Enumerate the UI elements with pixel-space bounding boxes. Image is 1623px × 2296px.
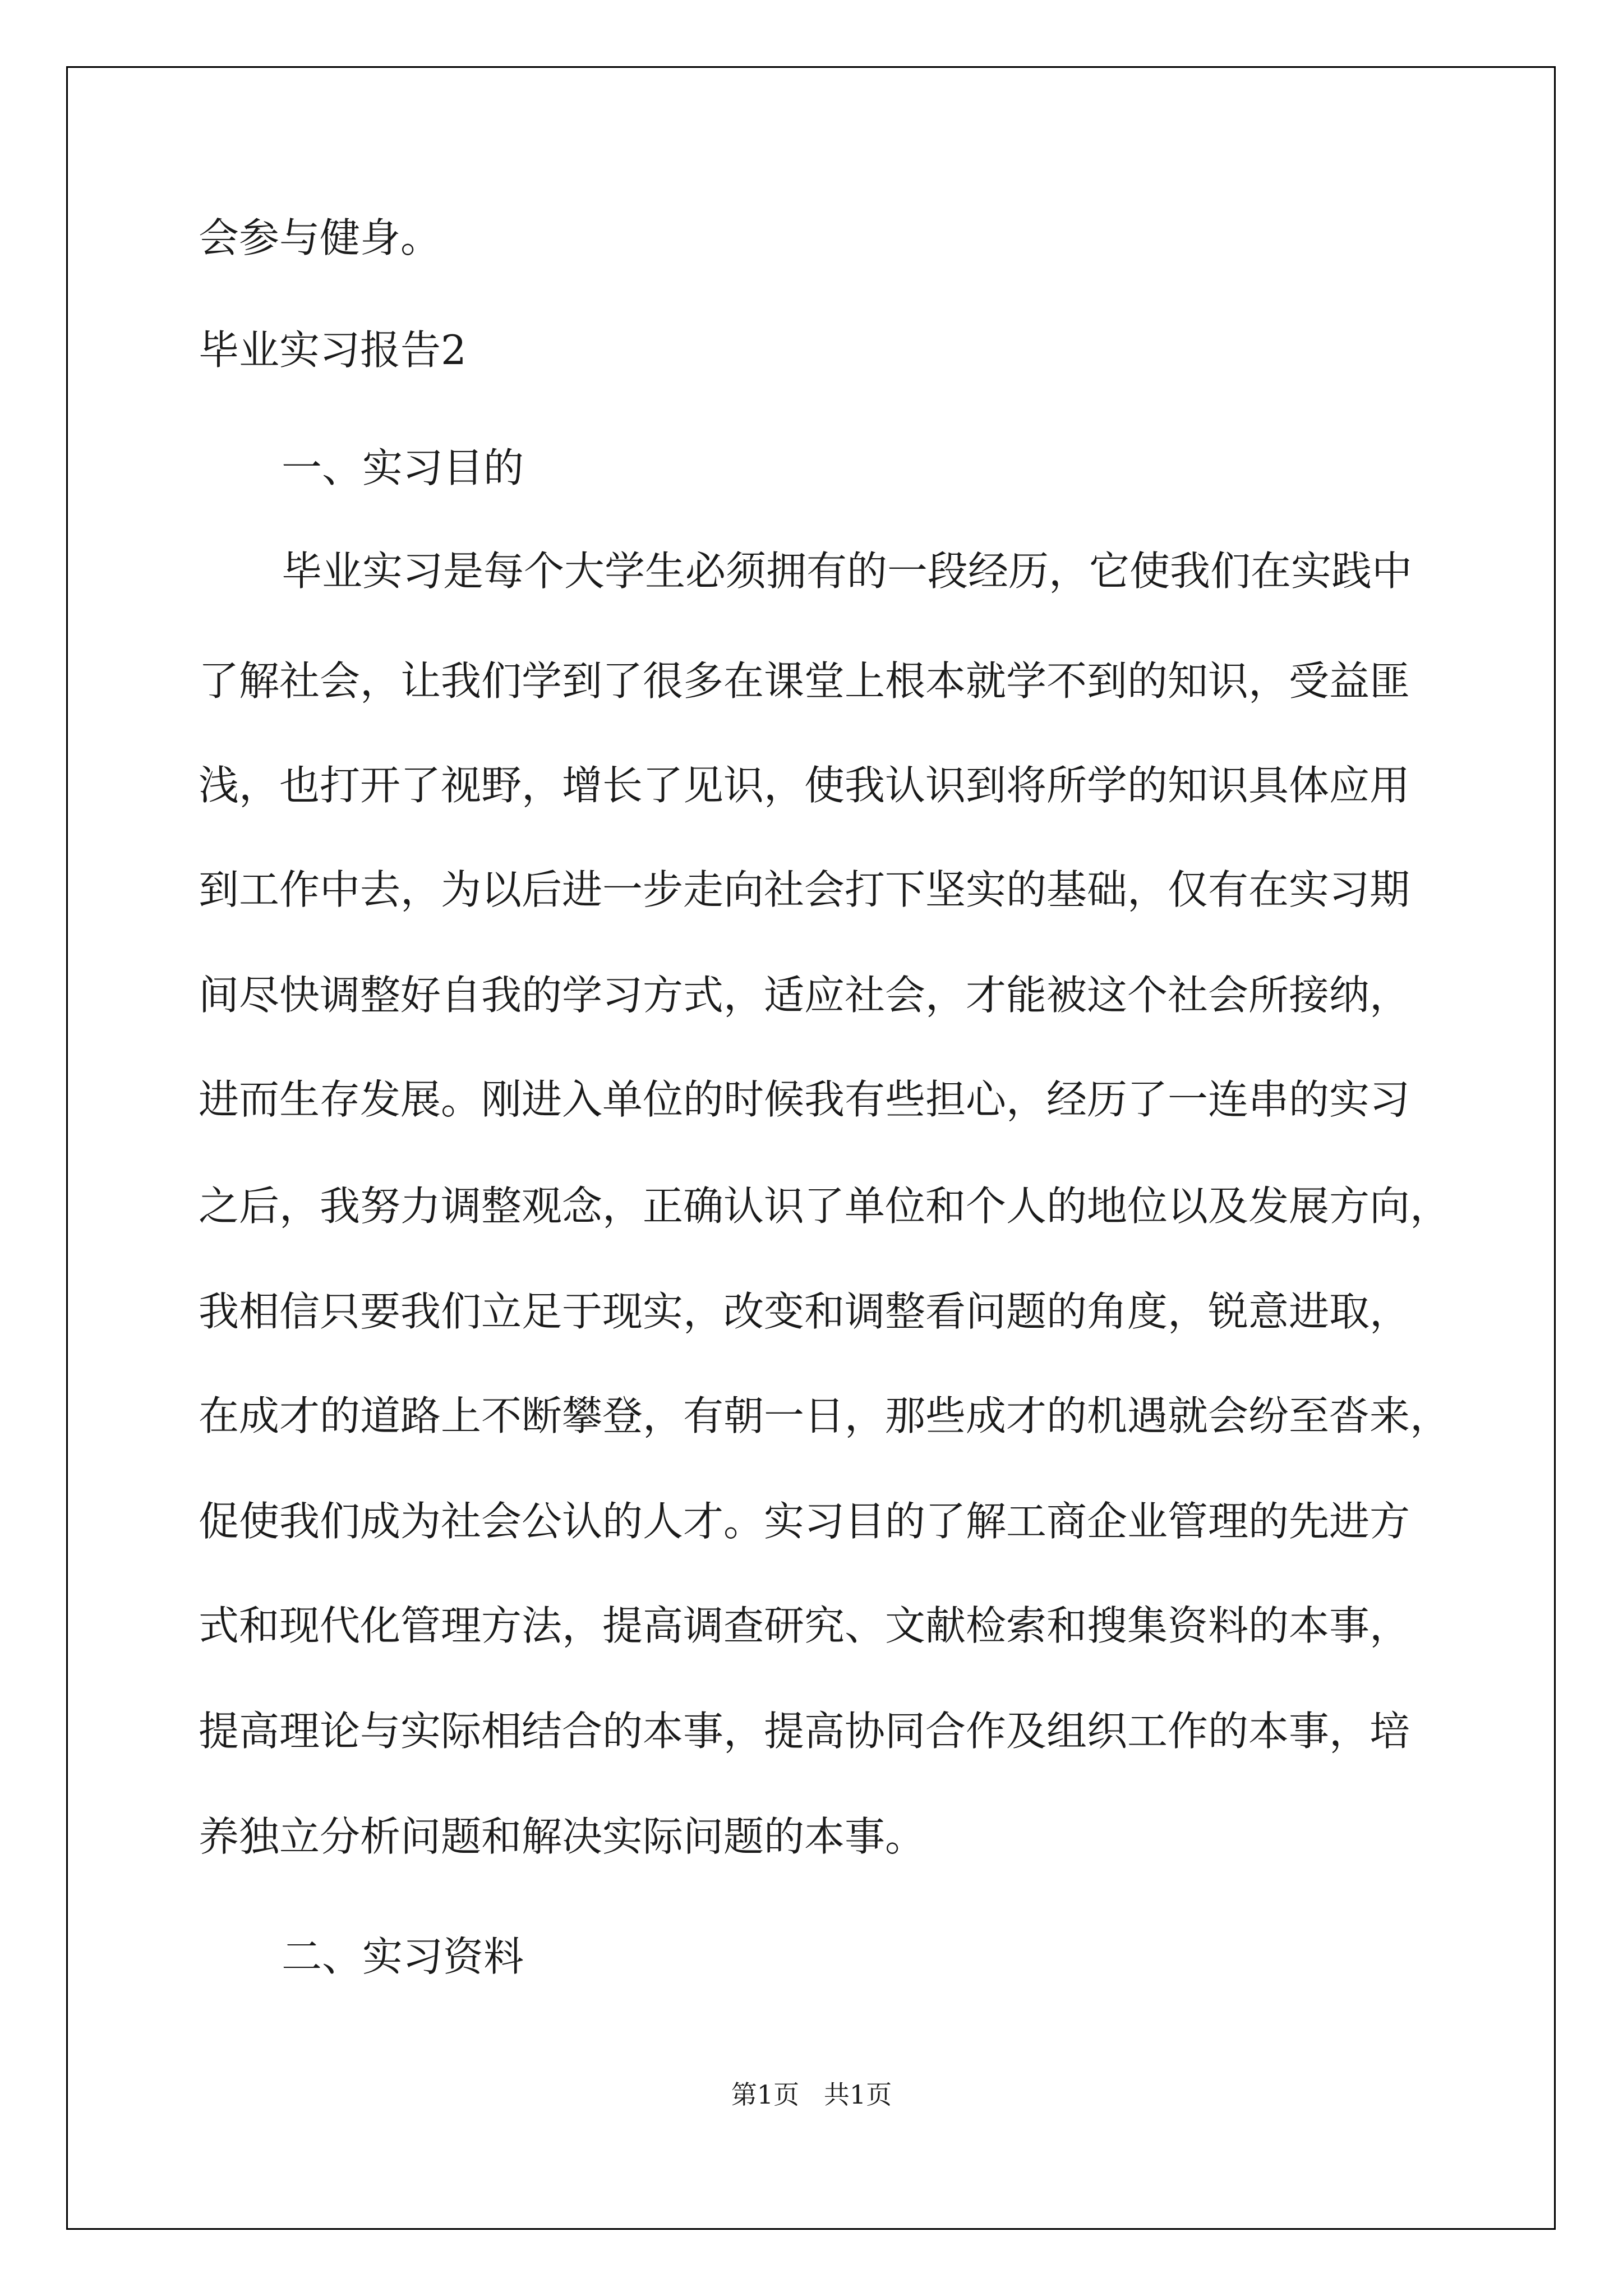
page-border bbox=[66, 66, 1556, 2230]
section-heading-materials: 二、实习资料 bbox=[282, 1933, 524, 1980]
paragraph-line: 进而生存发展。刚进入单位的时候我有些担心，经历了一连串的实习 bbox=[199, 1076, 1410, 1123]
paragraph-line: 到工作中去，为以后进一步走向社会打下坚实的基础，仅有在实习期 bbox=[199, 866, 1410, 913]
text-line-1: 会参与健身。 bbox=[199, 214, 441, 261]
paragraph-line: 我相信只要我们立足于现实，改变和调整看问题的角度，锐意进取， bbox=[199, 1288, 1410, 1335]
paragraph-line: 毕业实习是每个大学生必须拥有的一段经历，它使我们在实践中 bbox=[282, 547, 1413, 595]
paragraph-line: 之后，我努力调整观念，正确认识了单位和个人的地位以及发展方向， bbox=[199, 1182, 1451, 1230]
paragraph-line: 式和现代化管理方法，提高调查研究、文献检索和搜集资料的本事， bbox=[199, 1602, 1410, 1649]
paragraph-line: 养独立分析问题和解决实际问题的本事。 bbox=[199, 1813, 926, 1860]
paragraph-line: 提高理论与实际相结合的本事，提高协同合作及组织工作的本事，培 bbox=[199, 1708, 1410, 1755]
paragraph-line: 在成才的道路上不断攀登，有朝一日，那些成才的机遇就会纷至沓来， bbox=[199, 1392, 1451, 1439]
section-heading-report: 毕业实习报告2 bbox=[199, 326, 467, 374]
paragraph-line: 浅，也打开了视野，增长了见识，使我认识到将所学的知识具体应用 bbox=[199, 762, 1410, 809]
paragraph-line: 了解社会，让我们学到了很多在课堂上根本就学不到的知识，受益匪 bbox=[199, 657, 1410, 705]
page-number-footer: 第1页 共1页 bbox=[731, 2079, 892, 2110]
section-heading-purpose: 一、实习目的 bbox=[282, 444, 524, 491]
paragraph-line: 促使我们成为社会公认的人才。实习目的了解工商企业管理的先进方 bbox=[199, 1498, 1410, 1545]
paragraph-line: 间尽快调整好自我的学习方式，适应社会，才能被这个社会所接纳， bbox=[199, 972, 1410, 1019]
